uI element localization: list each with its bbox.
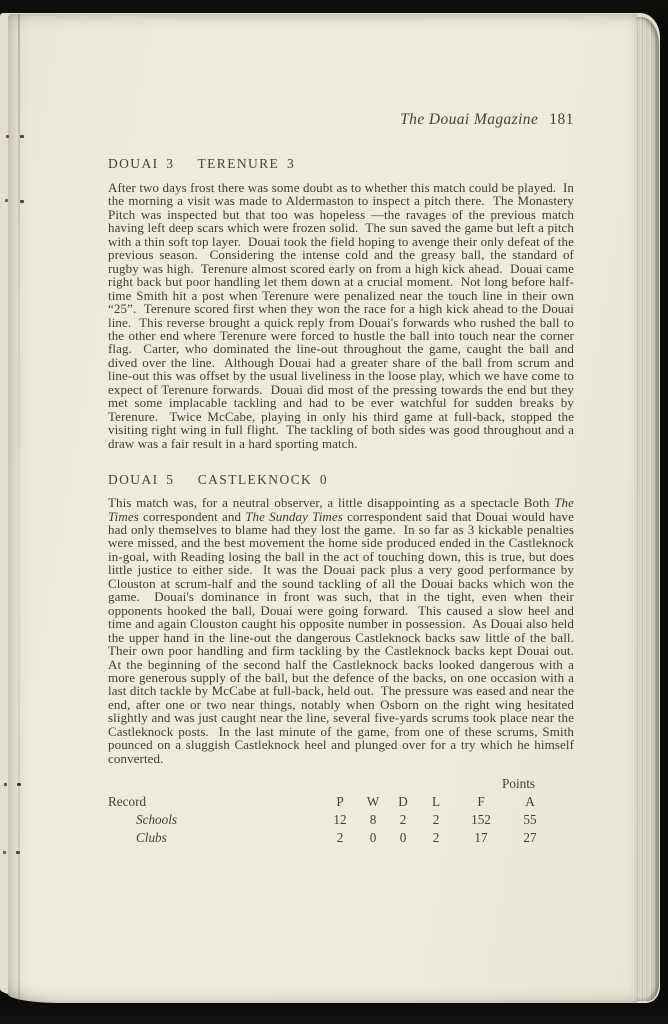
- match-2-text-1: This match was, for a neutral observer, a little disappointing as a spectacle Both: [108, 495, 555, 511]
- magazine-title: The Douai Magazine: [400, 111, 539, 128]
- row-label-clubs: Clubs: [136, 830, 167, 846]
- publication-name-1: The Times: [108, 495, 578, 524]
- table-header-row: [108, 793, 574, 811]
- col-header-drawn: D: [398, 794, 408, 810]
- col-header-points-for: F: [477, 794, 485, 810]
- book-page: [8, 14, 637, 1003]
- clubs-won: 0: [369, 830, 377, 846]
- binding-speck: [20, 200, 24, 203]
- col-header-points-against: A: [525, 794, 535, 810]
- clubs-played: 2: [336, 830, 344, 846]
- match-2-text-3: correspondent said that Douai would have had only themselves to blame had they lost the game. In so far as 3 kickable penalties were missed, and the best movement the home side produced ended in the Castleknock in-goal, with Reading losing the ball in the act of touching down, this is true, but does little justice to either side. It was the Douai pack plus a very good performance by Clouston at scrum-half and the sound tackling of all the Douai backs which won the game. Douai's dominance in front was such, that in the tight, even when their opponents hooked the ball, Douai were going forward. This caused a slow heel and time and again Clouston caught his opposite number in possession. As Douai also held the upper hand in the line-out the dangerous Castleknock backs saw little of the ball. Their own poor handling and firm tackling by the Castleknock backs kept Douai out. At the beginning of the second half the Castleknock backs looked dangerous with a more generous supply of the ball, but the defence of the backs, on one occasion with a last ditch tackle by McCabe at full-back, held out. The pressure was eased and near the end, after one or two near things, notably when Osborn on the right wing hesitated slightly and was just caught near the line, several five-yards scrums took place near the Castleknock posts. In the last minute of the game, from one of these scrums, Smith pounced on a sluggish Castleknock heel and plunged over for a try which he himself converted.: [108, 508, 581, 766]
- page-number: 181: [549, 111, 574, 128]
- binding-speck: [17, 783, 21, 786]
- match-2-text-2: correspondent and: [138, 508, 246, 524]
- schools-played: 12: [333, 812, 347, 828]
- binding-speck: [3, 851, 6, 854]
- clubs-lost: 2: [432, 830, 440, 846]
- points-label: Points: [502, 776, 535, 792]
- record-table: [108, 775, 574, 847]
- schools-drawn: 2: [399, 812, 407, 828]
- schools-points-against: 55: [523, 812, 537, 828]
- col-header-won: W: [366, 794, 380, 810]
- schools-won: 8: [369, 812, 377, 828]
- match-1-report: After two days frost there was some doubt as to whether this match could be played. In the morning a visit was made to Aldermaston to inspect a pitch there. The Monastery Pitch was inspected but that too was hopeless —the ravages of the previous match having left deep scars which were frozen solid. The sun saved the game but left a pitch with a thin soft top layer. Douai took the field hoping to avenge their only defeat of the previous season. Considering the intense cold and the greasy ball, the standard of rugby was high. Terenure almost scored early on from a high kick ahead. Douai came right back but poor handling let them down at a crucial moment. Not long before half-time Smith hit a post when Terenure were penalized near the touch line in their own “25”. Terenure scored first when they won the race for a high kick ahead to the Douai line. This reverse brought a quick reply from Douai's forwards who rushed the ball to the other end where Terenure were forced to hustle the ball into touch near the corner flag. Carter, who dominated the line-out throughout the game, caught the ball and dived over the line. Although Douai had a greater share of the ball from scrum and line-out this was offset by the usual liveliness in the loose play, which we have come to expect of Terenure forwards. Douai did most of the pressing towards the end but they met some implacable tackling and had to be ever watchful for sudden breaks by Terenure. Twice McCabe, playing in only his third game at full-back, stopped the visiting right wing in full flight. The tackling of both sides was good throughout and a draw was a fair result in a hard sporting match.: [108, 180, 578, 451]
- page-content: [8, 14, 637, 1003]
- binding-speck: [16, 851, 20, 854]
- schools-points-for: 152: [471, 812, 491, 828]
- binding-speck: [6, 135, 9, 138]
- page-edge-stack: [636, 17, 659, 1001]
- binding-speck: [5, 199, 8, 202]
- match-2-report: [108, 495, 581, 766]
- clubs-points-against: 27: [523, 830, 537, 846]
- record-label: Record: [108, 794, 147, 810]
- clubs-points-for: 17: [474, 830, 488, 846]
- binding-speck: [4, 783, 7, 786]
- match-1-heading: DOUAI 3 TERENURE 3: [108, 156, 296, 171]
- row-label-schools: Schools: [136, 812, 178, 828]
- schools-lost: 2: [432, 812, 440, 828]
- clubs-drawn: 0: [399, 830, 407, 846]
- running-header: [108, 110, 574, 130]
- points-label-row: [108, 775, 574, 793]
- col-header-lost: L: [431, 794, 441, 810]
- table-row-clubs: [108, 829, 574, 847]
- publication-name-2: The Sunday Times: [245, 508, 343, 524]
- table-row-schools: [108, 811, 574, 829]
- col-header-played: P: [336, 794, 344, 810]
- binding-speck: [20, 135, 24, 138]
- match-2-heading: DOUAI 5 CASTLEKNOCK 0: [108, 472, 329, 488]
